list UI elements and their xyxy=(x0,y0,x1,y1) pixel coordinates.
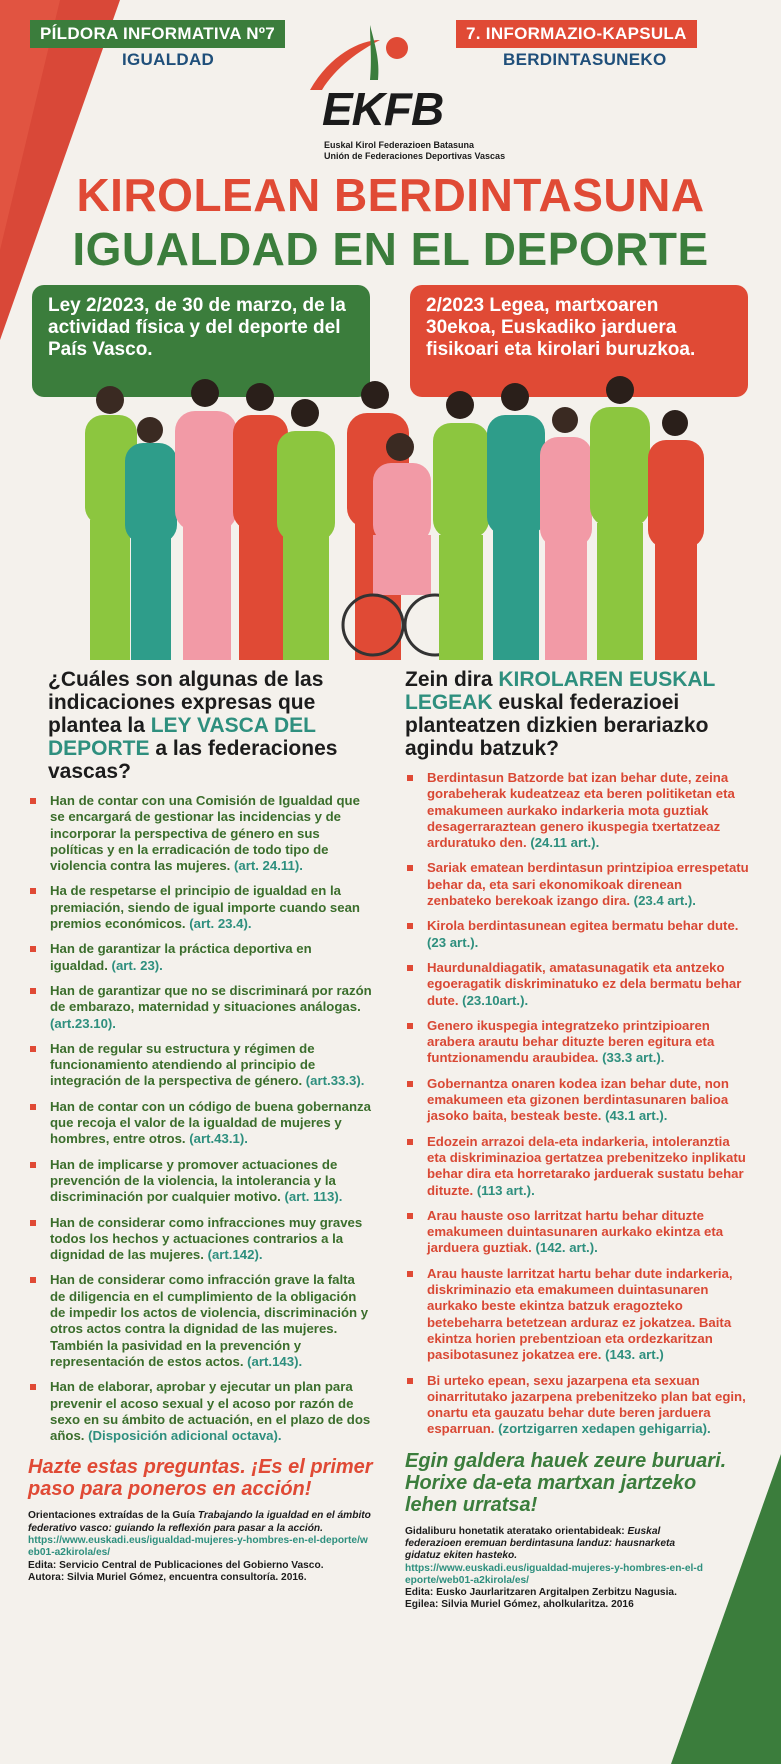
logo-line-2: Unión de Federaciones Deportivas Vascas xyxy=(324,151,506,161)
list-item: Sariak ematean berdintasun printzipioa errespetatu behar da, eta sari ekonomikoak direnean zenbateko berekoak izango dira. (23.4 art.). xyxy=(405,860,750,909)
list-item: Han de implicarse y promover actuaciones de prevención de la violencia, la intolerancia y la discriminación por cualquier motivo. (art. 113). xyxy=(28,1157,373,1206)
list-item: Han de contar con un código de buena gobernanza que recoja el valor de la igualdad de mujeres y hombres, entre otros. (art.43.1). xyxy=(28,1099,373,1148)
footer-es: Orientaciones extraídas de la Guía Trabajando la igualdad en el ámbito federativo vasco: guiando la reflexión para pasar a la acción. https://www.euskadi.eus/igualdad-mujeres-y-hombres-en-el-deporte/web01-a2kirola/es/ Edita: Servicio Central de Publicaciones del Gobierno Vasco. Autora: Silvia Muriel Gómez, encuentra consultoría. 2016. xyxy=(28,1510,371,1583)
list-item: Edozein arrazoi dela-eta indarkeria, intoleranztia eta diskriminazioa gertatzea prebenitzeko inplikatu behar dira eta horretarako jarduerak sustatu behar dituzte. (113 art.). xyxy=(405,1134,750,1199)
list-eu xyxy=(405,770,750,1438)
list-item: Han de elaborar, aprobar y ejecutar un plan para prevenir el acoso sexual y el acoso por razón de sexo en su ámbito de actuación, en el plazo de dos años. (Disposición adicional octava). xyxy=(28,1379,373,1444)
list-item: Berdintasun Batzorde bat izan behar dute, zeina gorabeherak kudeatzeaz eta beren politiketan eta emakumeen aurkako indarkeria mota guztiak desagerraraztean genero ikuspegia txertatzeaz arduratuko den. (24.11 art.). xyxy=(405,770,750,851)
list-item: Ha de respetarse el principio de igualdad en la premiación, siendo de igual importe cuando sean premios económicos. (art. 23.4). xyxy=(28,883,373,932)
footer-eu: Gidaliburu honetatik ateratako orientabideak: Euskal federazioen eremuan berdintasuna landuz: hausnarketa gidatuz ekiten hasteko. https://www.euskadi.eus/igualdad-mujeres-y-hombres-en-el-deporte/web01-a2kirola/es/ Edita: Eusko Jaurlaritzaren Argitalpen Zerbitzu Nagusia. Egilea: Silvia Muriel Gómez, aholkularitza. 2016 xyxy=(405,1525,703,1611)
list-item: Gobernantza onaren kodea izan behar dute, non emakumeen eta gizonen berdintasunaren balioa jasoko baita, besteak beste. (43.1 art.). xyxy=(405,1076,750,1125)
logo-wordmark: EKFB xyxy=(322,83,444,135)
person-7 xyxy=(433,391,489,660)
list-item: Han de considerar como infracción grave la falta de diligencia en el cumplimiento de la obligación de impedir los actos de violencia, discriminación y otros actos contra la dignidad de las mujeres. También la pasividad en la prevención y representación de estos actos. (art.143). xyxy=(28,1272,373,1370)
ekfb-logo xyxy=(300,20,506,161)
column-eu xyxy=(405,668,750,1612)
law-box-eu: 2/2023 Legea, martxoaren 30ekoa, Euskadiko jarduera fisikoari eta kirolari buruzkoa. xyxy=(410,285,748,397)
question-eu: Zein dira KIROLAREN EUSKAL LEGEAK euskal federazioei planteatzen dizkien berariazko agindu batzuk? xyxy=(405,668,715,760)
right-badge: 7. INFORMAZIO-KAPSULA xyxy=(456,20,697,48)
list-item: Genero ikuspegia integratzeko printzipioaren arabera arautu behar dituzte beren egitura eta funtzionamendu araubidea. (33.3 art.). xyxy=(405,1018,750,1067)
list-item: Han de garantizar que no se discriminará por razón de embarazo, maternidad y situaciones análogas. (art.23.10). xyxy=(28,983,373,1032)
guide-link-es[interactable]: https://www.euskadi.eus/igualdad-mujeres-y-hombres-en-el-deporte/web01-a2kirola/es/ xyxy=(28,1534,368,1559)
column-es xyxy=(28,668,373,1584)
list-item: Arau hauste oso larritzat hartu behar dituzte emakumeen duintasunaren aurkako ekintza eta jarduera guztiak. (142. art.). xyxy=(405,1208,750,1257)
list-item: Arau hauste larritzat hartu behar dute indarkeria, diskriminazio eta emakumeen duintasunaren aurkako beste ekintza batzuk eragozteko betebeharra betetzean arduraz ez jokatzea. Baita ekintza horien prebentzioan eta ordezkaritzan pasibotasunez jokatzea ere. (143. art.) xyxy=(405,1266,750,1364)
person-5 xyxy=(277,399,335,660)
left-badge: PÍLDORA INFORMATIVA Nº7 xyxy=(30,20,285,48)
list-item: Han de considerar como infracciones muy graves todos los hechos y actuaciones contrarios a la dignidad de las mujeres. (art.142). xyxy=(28,1215,373,1264)
people-illustration xyxy=(55,375,755,660)
list-es xyxy=(28,793,373,1444)
cta-es: Hazte estas preguntas. ¡Es el primer paso para poneros en acción! xyxy=(28,1456,373,1501)
person-9 xyxy=(540,407,592,660)
title-basque: KIROLEAN BERDINTASUNA xyxy=(76,169,705,221)
left-subtitle: IGUALDAD xyxy=(122,50,215,69)
person-11 xyxy=(648,410,704,660)
person-3 xyxy=(175,379,237,660)
law-box-es: Ley 2/2023, de 30 de marzo, de la actividad física y del deporte del País Vasco. xyxy=(32,285,370,397)
list-item: Kirola berdintasunean egitea bermatu behar dute. (23 art.). xyxy=(405,918,750,951)
list-item: Bi urteko epean, sexu jazarpena eta sexuan oinarritutako jazarpena prebenitzeko plan bat egin, onartu eta gauzatu behar dute beren jarduera esparruan. (zortzigarren xedapen gehigarria). xyxy=(405,1373,750,1438)
logo-line-1: Euskal Kirol Federazioen Batasuna xyxy=(324,140,475,150)
right-subtitle: BERDINTASUNEKO xyxy=(503,50,667,69)
list-item: Han de contar con una Comisión de Igualdad que se encargará de gestionar las incidencias y de incorporar la perspectiva de género en sus políticas y en la erradicación de todo tipo de violencia contra las mujeres. (art. 24.11). xyxy=(28,793,373,874)
cta-eu: Egin galdera hauek zeure buruari. Horixe da-eta martxan jartzeko lehen urratsa! xyxy=(405,1449,727,1516)
question-es: ¿Cuáles son algunas de las indicaciones expresas que plantea la LEY VASCA DEL DEPORTE a las federaciones vascas? xyxy=(48,668,338,783)
list-item: Han de garantizar la práctica deportiva en igualdad. (art. 23). xyxy=(28,941,373,974)
logo-mark-icon xyxy=(300,20,500,90)
guide-link-eu[interactable]: https://www.euskadi.eus/igualdad-mujeres-y-hombres-en-el-deporte/web01-a2kirola/es/ xyxy=(405,1562,703,1586)
person-2 xyxy=(125,417,177,660)
list-item: Han de regular su estructura y régimen de funcionamiento atendiendo al principio de integración de la perspectiva de género. (art.33.3). xyxy=(28,1041,373,1090)
person-8 xyxy=(487,383,545,660)
list-item: Haurdunaldiagatik, amatasunagatik eta antzeko egoeragatik diskriminatuko ez dela bermatu behar dute. (23.10art.). xyxy=(405,960,750,1009)
person-10 xyxy=(590,376,650,660)
title-spanish: IGUALDAD EN EL DEPORTE xyxy=(72,223,709,275)
